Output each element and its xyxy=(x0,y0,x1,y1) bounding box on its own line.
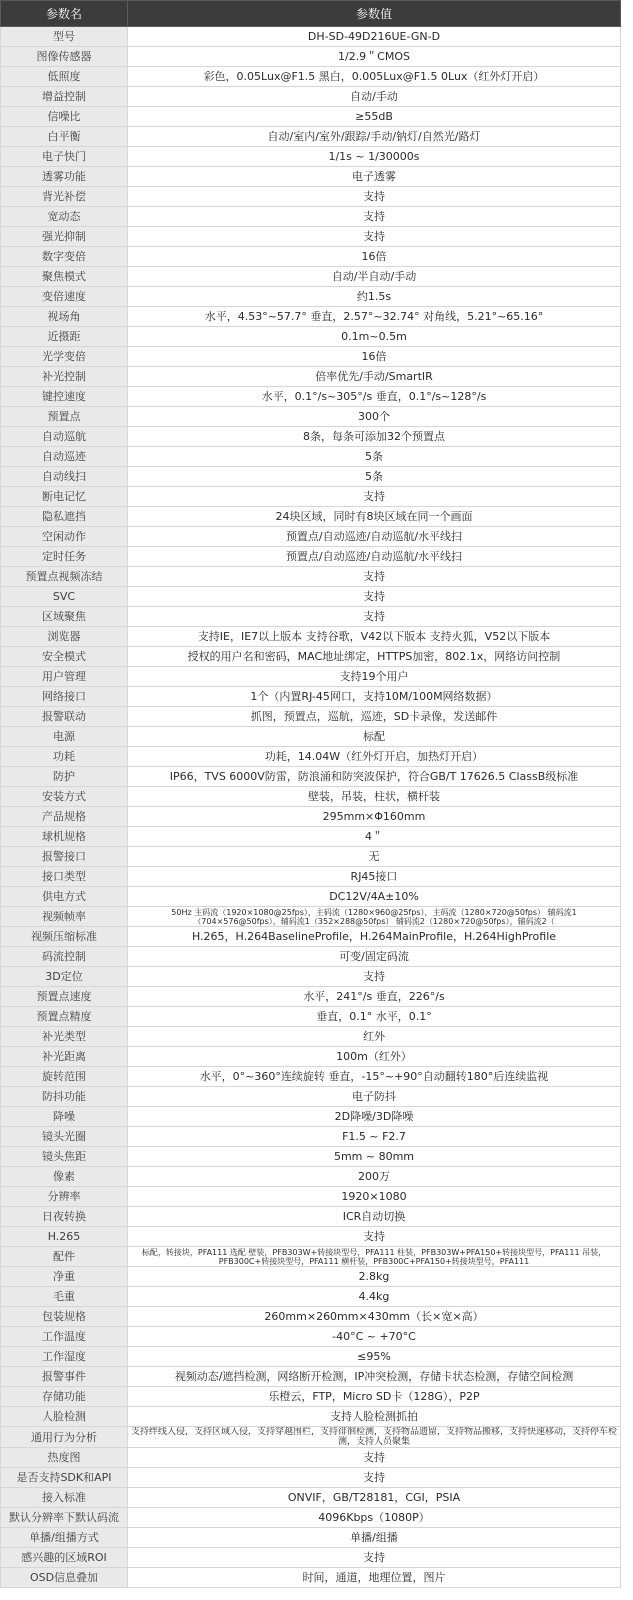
table-row xyxy=(1,367,621,387)
table-row xyxy=(1,1427,621,1448)
table-row xyxy=(1,587,621,607)
param-name-cell: 自动巡航 xyxy=(1,427,128,447)
param-name-cell: 通用行为分析 xyxy=(1,1427,128,1448)
param-value-cell: 0.1m~0.5m xyxy=(128,327,621,347)
param-value-cell: 自动/手动 xyxy=(128,87,621,107)
param-value-cell: 4096Kbps（1080P） xyxy=(128,1508,621,1528)
table-row xyxy=(1,1568,621,1588)
param-value-cell: ICR自动切换 xyxy=(128,1207,621,1227)
param-name-cell: 像素 xyxy=(1,1167,128,1187)
table-row xyxy=(1,67,621,87)
table-row xyxy=(1,307,621,327)
param-value-cell: 4.4kg xyxy=(128,1287,621,1307)
param-name-cell: 视频压缩标准 xyxy=(1,927,128,947)
param-name-cell: 感兴趣的区域ROI xyxy=(1,1548,128,1568)
table-row xyxy=(1,207,621,227)
table-row xyxy=(1,1548,621,1568)
table-row xyxy=(1,487,621,507)
param-value-cell: 支持 xyxy=(128,487,621,507)
param-name-cell: 净重 xyxy=(1,1267,128,1287)
param-value-cell: 16倍 xyxy=(128,247,621,267)
param-name-cell: 分辨率 xyxy=(1,1187,128,1207)
header-param-name: 参数名 xyxy=(1,1,128,27)
param-name-cell: 默认分辨率下默认码流 xyxy=(1,1508,128,1528)
param-name-cell: 电子快门 xyxy=(1,147,128,167)
param-value-cell: 2D降噪/3D降噪 xyxy=(128,1107,621,1127)
table-row xyxy=(1,867,621,887)
param-name-cell: 报警事件 xyxy=(1,1367,128,1387)
param-value-cell: 电子防抖 xyxy=(128,1087,621,1107)
param-name-cell: 增益控制 xyxy=(1,87,128,107)
param-value-cell: 红外 xyxy=(128,1027,621,1047)
table-row xyxy=(1,507,621,527)
param-value-cell: 支持 xyxy=(128,227,621,247)
param-name-cell: 预置点视频冻结 xyxy=(1,567,128,587)
param-name-cell: 预置点精度 xyxy=(1,1007,128,1027)
param-value-cell: 2.8kg xyxy=(128,1267,621,1287)
table-row xyxy=(1,1087,621,1107)
param-value-cell: 水平，0°~360°连续旋转 垂直，-15°~+90°自动翻转180°后连续监视 xyxy=(128,1067,621,1087)
param-value-cell: 200万 xyxy=(128,1167,621,1187)
param-value-cell: 预置点/自动巡迹/自动巡航/水平线扫 xyxy=(128,527,621,547)
table-row xyxy=(1,807,621,827)
table-row xyxy=(1,907,621,927)
param-value-cell: 视频动态/遮挡检测，网络断开检测，IP冲突检测，存储卡状态检测，存储空间检测 xyxy=(128,1367,621,1387)
table-row xyxy=(1,1107,621,1127)
table-row xyxy=(1,1027,621,1047)
param-name-cell: 工作湿度 xyxy=(1,1347,128,1367)
param-value-cell: F1.5 ~ F2.7 xyxy=(128,1127,621,1147)
param-name-cell: 安全模式 xyxy=(1,647,128,667)
table-row xyxy=(1,327,621,347)
param-value-cell: 授权的用户名和密码，MAC地址绑定，HTTPS加密，802.1x，网络访问控制 xyxy=(128,647,621,667)
param-name-cell: 报警接口 xyxy=(1,847,128,867)
param-value-cell: 约1.5s xyxy=(128,287,621,307)
param-name-cell: 接入标准 xyxy=(1,1488,128,1508)
param-value-cell: 8条，每条可添加32个预置点 xyxy=(128,427,621,447)
param-value-cell: 预置点/自动巡迹/自动巡航/水平线扫 xyxy=(128,547,621,567)
param-value-cell: 260mm×260mm×430mm（长×宽×高） xyxy=(128,1307,621,1327)
param-name-cell: 存储功能 xyxy=(1,1387,128,1407)
param-name-cell: 3D定位 xyxy=(1,967,128,987)
param-name-cell: 防抖功能 xyxy=(1,1087,128,1107)
param-name-cell: 包装规格 xyxy=(1,1307,128,1327)
param-value-cell: 支持 xyxy=(128,187,621,207)
table-row xyxy=(1,127,621,147)
param-name-cell: 聚焦模式 xyxy=(1,267,128,287)
param-value-cell: 100m（红外） xyxy=(128,1047,621,1067)
table-row xyxy=(1,1528,621,1548)
table-row xyxy=(1,1387,621,1407)
param-name-cell: 配件 xyxy=(1,1247,128,1267)
param-value-cell: 单播/组播 xyxy=(128,1528,621,1548)
table-row xyxy=(1,447,621,467)
table-row xyxy=(1,547,621,567)
param-name-cell: 补光距离 xyxy=(1,1047,128,1067)
param-name-cell: SVC xyxy=(1,587,128,607)
table-row xyxy=(1,387,621,407)
param-name-cell: 接口类型 xyxy=(1,867,128,887)
param-value-cell: 5mm ~ 80mm xyxy=(128,1147,621,1167)
param-value-cell: 抓图，预置点，巡航，巡迹，SD卡录像，发送邮件 xyxy=(128,707,621,727)
param-name-cell: 隐私遮挡 xyxy=(1,507,128,527)
table-row xyxy=(1,247,621,267)
param-name-cell: 补光类型 xyxy=(1,1027,128,1047)
param-name-cell: 产品规格 xyxy=(1,807,128,827)
param-name-cell: 视场角 xyxy=(1,307,128,327)
table-row xyxy=(1,627,621,647)
param-name-cell: 型号 xyxy=(1,27,128,47)
param-value-cell: 可变/固定码流 xyxy=(128,947,621,967)
table-row xyxy=(1,667,621,687)
param-value-cell: 乐橙云，FTP，Micro SD卡（128G），P2P xyxy=(128,1387,621,1407)
param-name-cell: 防护 xyxy=(1,767,128,787)
param-value-cell: ONVIF，GB/T28181，CGI，PSIA xyxy=(128,1488,621,1508)
param-value-cell: 50Hz 主码流（1920×1080@25fps），主码流（1280×960@25fps），主码流（1280×720@50fps） 辅码流1（704×576@50fps），辅码流1（352×288@50fps） 辅码流2（1280×720@50fps），辅码流2（ xyxy=(128,907,621,927)
table-row xyxy=(1,147,621,167)
param-name-cell: 强光抑制 xyxy=(1,227,128,247)
table-row xyxy=(1,1327,621,1347)
table-row xyxy=(1,1267,621,1287)
param-name-cell: 低照度 xyxy=(1,67,128,87)
param-value-cell: RJ45接口 xyxy=(128,867,621,887)
table-row xyxy=(1,567,621,587)
header-param-value: 参数值 xyxy=(128,1,621,27)
table-row xyxy=(1,1468,621,1488)
table-row xyxy=(1,847,621,867)
param-name-cell: 补光控制 xyxy=(1,367,128,387)
param-value-cell: DC12V/4A±10% xyxy=(128,887,621,907)
table-row xyxy=(1,1448,621,1468)
param-name-cell: 自动巡迹 xyxy=(1,447,128,467)
param-value-cell: ≥55dB xyxy=(128,107,621,127)
param-name-cell: 旋转范围 xyxy=(1,1067,128,1087)
table-row xyxy=(1,1488,621,1508)
table-row xyxy=(1,1187,621,1207)
param-name-cell: 浏览器 xyxy=(1,627,128,647)
table-row xyxy=(1,347,621,367)
param-name-cell: 预置点速度 xyxy=(1,987,128,1007)
table-row xyxy=(1,1147,621,1167)
spec-table-body xyxy=(1,27,621,1588)
param-value-cell: 壁装，吊装，柱状，横杆装 xyxy=(128,787,621,807)
param-value-cell: 1个（内置RJ-45网口，支持10M/100M网络数据） xyxy=(128,687,621,707)
param-name-cell: 球机规格 xyxy=(1,827,128,847)
param-name-cell: 日夜转换 xyxy=(1,1207,128,1227)
table-row xyxy=(1,87,621,107)
param-name-cell: 预置点 xyxy=(1,407,128,427)
param-name-cell: 宽动态 xyxy=(1,207,128,227)
param-value-cell: 垂直，0.1° 水平，0.1° xyxy=(128,1007,621,1027)
table-row xyxy=(1,227,621,247)
param-name-cell: 热度图 xyxy=(1,1448,128,1468)
param-name-cell: 工作温度 xyxy=(1,1327,128,1347)
table-row xyxy=(1,787,621,807)
param-value-cell: 支持 xyxy=(128,207,621,227)
param-value-cell: 5条 xyxy=(128,467,621,487)
param-value-cell: 支持 xyxy=(128,1548,621,1568)
param-name-cell: 区域聚焦 xyxy=(1,607,128,627)
param-name-cell: 近摄距 xyxy=(1,327,128,347)
table-row xyxy=(1,1287,621,1307)
table-row xyxy=(1,887,621,907)
param-name-cell: 供电方式 xyxy=(1,887,128,907)
param-value-cell: 水平，0.1°/s~305°/s 垂直，0.1°/s~128°/s xyxy=(128,387,621,407)
param-name-cell: 变倍速度 xyxy=(1,287,128,307)
param-value-cell: 功耗，14.04W（红外灯开启，加热灯开启） xyxy=(128,747,621,767)
table-row xyxy=(1,767,621,787)
param-name-cell: 空闲动作 xyxy=(1,527,128,547)
param-value-cell: 倍率优先/手动/SmartIR xyxy=(128,367,621,387)
param-name-cell: 白平衡 xyxy=(1,127,128,147)
table-row xyxy=(1,647,621,667)
table-row xyxy=(1,1067,621,1087)
param-value-cell: 支持绊线入侵，支持区域入侵，支持穿越围栏，支持徘徊检测，支持物品遗留，支持物品搬移，支持快速移动，支持停车检测，支持人员聚集 xyxy=(128,1427,621,1448)
param-name-cell: 镜头焦距 xyxy=(1,1147,128,1167)
table-row xyxy=(1,927,621,947)
param-value-cell: 标配 xyxy=(128,727,621,747)
table-row xyxy=(1,747,621,767)
param-name-cell: 码流控制 xyxy=(1,947,128,967)
table-row xyxy=(1,1207,621,1227)
param-value-cell: 1/1s ~ 1/30000s xyxy=(128,147,621,167)
param-name-cell: 视频帧率 xyxy=(1,907,128,927)
param-value-cell: 1/2.9＂CMOS xyxy=(128,47,621,67)
param-name-cell: 光学变倍 xyxy=(1,347,128,367)
table-row xyxy=(1,1127,621,1147)
param-value-cell: 时间，通道，地理位置，图片 xyxy=(128,1568,621,1588)
table-row xyxy=(1,1307,621,1327)
param-value-cell: -40°C ~ +70°C xyxy=(128,1327,621,1347)
param-value-cell: 支持 xyxy=(128,1227,621,1247)
param-value-cell: 自动/半自动/手动 xyxy=(128,267,621,287)
table-row xyxy=(1,107,621,127)
param-value-cell: 支持 xyxy=(128,967,621,987)
table-row xyxy=(1,1347,621,1367)
param-value-cell: IP66，TVS 6000V防雷，防浪涌和防突波保护，符合GB/T 17626.5 ClassB级标准 xyxy=(128,767,621,787)
param-name-cell: 功耗 xyxy=(1,747,128,767)
table-row xyxy=(1,407,621,427)
param-name-cell: 电源 xyxy=(1,727,128,747)
param-value-cell: 水平，241°/s 垂直，226°/s xyxy=(128,987,621,1007)
table-row xyxy=(1,727,621,747)
param-name-cell: 用户管理 xyxy=(1,667,128,687)
param-name-cell: 信噪比 xyxy=(1,107,128,127)
table-row xyxy=(1,1407,621,1427)
param-name-cell: 人脸检测 xyxy=(1,1407,128,1427)
param-value-cell: 水平，4.53°~57.7° 垂直，2.57°~32.74° 对角线，5.21°~65.16° xyxy=(128,307,621,327)
param-name-cell: OSD信息叠加 xyxy=(1,1568,128,1588)
param-name-cell: 单播/组播方式 xyxy=(1,1528,128,1548)
table-row xyxy=(1,967,621,987)
param-value-cell: 295mm×Φ160mm xyxy=(128,807,621,827)
param-name-cell: 透雾功能 xyxy=(1,167,128,187)
param-value-cell: 支持 xyxy=(128,607,621,627)
param-value-cell: 无 xyxy=(128,847,621,867)
param-name-cell: 自动线扫 xyxy=(1,467,128,487)
table-row xyxy=(1,287,621,307)
table-row xyxy=(1,1508,621,1528)
param-name-cell: 是否支持SDK和API xyxy=(1,1468,128,1488)
table-row xyxy=(1,27,621,47)
param-name-cell: 降噪 xyxy=(1,1107,128,1127)
param-value-cell: 16倍 xyxy=(128,347,621,367)
table-row xyxy=(1,467,621,487)
table-row xyxy=(1,1047,621,1067)
table-row xyxy=(1,687,621,707)
table-row xyxy=(1,527,621,547)
param-value-cell: 支持 xyxy=(128,587,621,607)
param-name-cell: 键控速度 xyxy=(1,387,128,407)
param-value-cell: 支持 xyxy=(128,1448,621,1468)
param-name-cell: 数字变倍 xyxy=(1,247,128,267)
table-row xyxy=(1,1007,621,1027)
table-row xyxy=(1,47,621,67)
param-value-cell: 彩色，0.05Lux@F1.5 黑白，0.005Lux@F1.5 0Lux（红外灯开启） xyxy=(128,67,621,87)
table-row xyxy=(1,187,621,207)
param-name-cell: 定时任务 xyxy=(1,547,128,567)
param-name-cell: H.265 xyxy=(1,1227,128,1247)
param-value-cell: 支持 xyxy=(128,1468,621,1488)
table-row xyxy=(1,1367,621,1387)
param-value-cell: 自动/室内/室外/跟踪/手动/钠灯/自然光/路灯 xyxy=(128,127,621,147)
param-value-cell: 支持 xyxy=(128,567,621,587)
param-name-cell: 安装方式 xyxy=(1,787,128,807)
param-value-cell: 1920×1080 xyxy=(128,1187,621,1207)
table-row xyxy=(1,1167,621,1187)
param-value-cell: DH-SD-49D216UE-GN-D xyxy=(128,27,621,47)
table-row xyxy=(1,987,621,1007)
table-header-row xyxy=(1,1,621,27)
param-value-cell: 电子透雾 xyxy=(128,167,621,187)
table-row xyxy=(1,827,621,847)
param-name-cell: 镜头光圈 xyxy=(1,1127,128,1147)
param-name-cell: 背光补偿 xyxy=(1,187,128,207)
param-name-cell: 毛重 xyxy=(1,1287,128,1307)
table-row xyxy=(1,1247,621,1267)
param-value-cell: 24块区域，同时有8块区域在同一个画面 xyxy=(128,507,621,527)
param-value-cell: 5条 xyxy=(128,447,621,467)
param-name-cell: 网络接口 xyxy=(1,687,128,707)
param-value-cell: 4＂ xyxy=(128,827,621,847)
param-value-cell: H.265，H.264BaselineProfile，H.264MainProfile，H.264HighProfile xyxy=(128,927,621,947)
param-name-cell: 断电记忆 xyxy=(1,487,128,507)
param-name-cell: 图像传感器 xyxy=(1,47,128,67)
table-row xyxy=(1,607,621,627)
param-value-cell: 支持人脸检测抓拍 xyxy=(128,1407,621,1427)
table-row xyxy=(1,267,621,287)
table-row xyxy=(1,707,621,727)
table-row xyxy=(1,427,621,447)
param-value-cell: 标配，转接块，PFA111 选配 壁装，PFB303W+转接块型号，PFA111 柱装，PFB303W+PFA150+转接块型号，PFA111 吊装，PFB300C+转接块型号，PFA111 横杆装，PFB300C+PFA150+转接块型号，PFA111 xyxy=(128,1247,621,1267)
param-value-cell: 支持IE，IE7以上版本 支持谷歌，V42以下版本 支持火狐，V52以下版本 xyxy=(128,627,621,647)
table-row xyxy=(1,167,621,187)
param-name-cell: 报警联动 xyxy=(1,707,128,727)
table-row xyxy=(1,1227,621,1247)
param-value-cell: ≤95% xyxy=(128,1347,621,1367)
param-value-cell: 支持19个用户 xyxy=(128,667,621,687)
table-row xyxy=(1,947,621,967)
param-value-cell: 300个 xyxy=(128,407,621,427)
